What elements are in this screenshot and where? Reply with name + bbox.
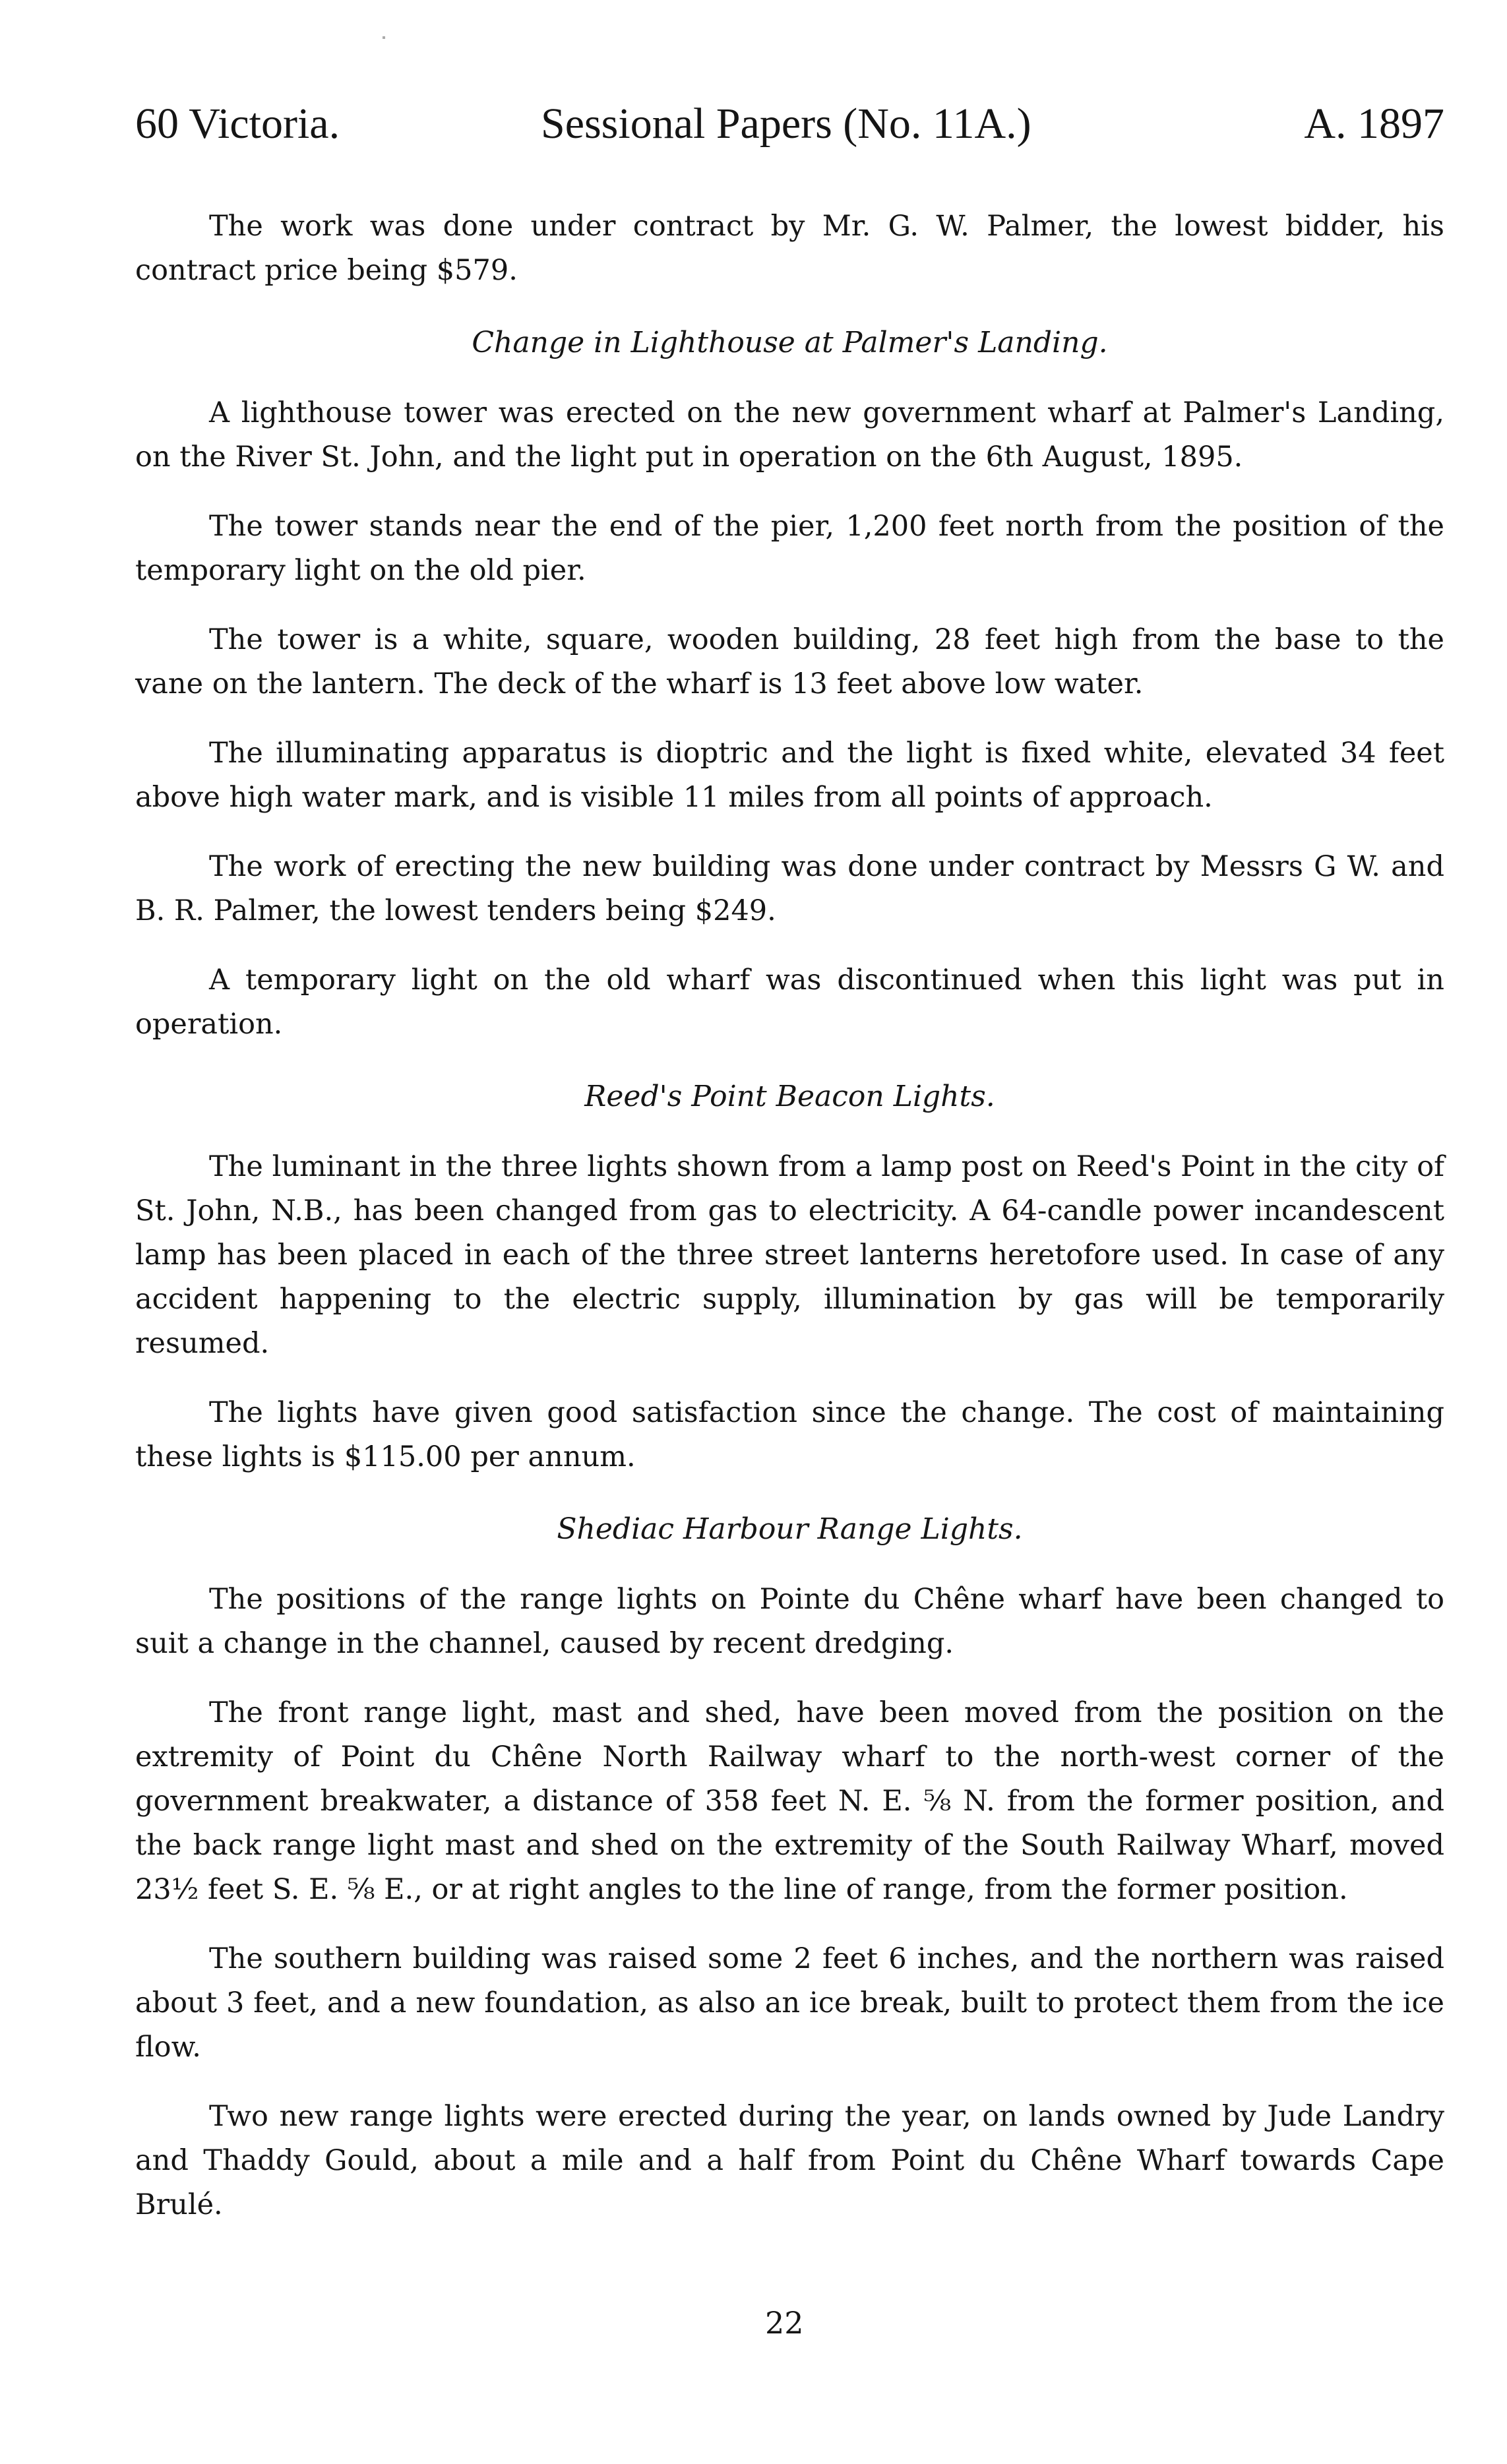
header-volume: 60 Victoria. bbox=[135, 100, 340, 148]
document-body bbox=[135, 204, 1444, 2252]
paragraph: The illuminating apparatus is dioptric and the light is fixed white, elevated 34 feet above high water mark, and is visible 11 miles from all points of approach. bbox=[135, 737, 1444, 814]
paragraph: A temporary light on the old wharf was discontinued when this light was put in operation. bbox=[135, 964, 1444, 1041]
paragraph: The lights have given good satisfaction since the change. The cost of maintaining these lights is $115.00 per annum. bbox=[135, 1396, 1444, 1473]
paragraph: The front range light, mast and shed, have been moved from the position on the extremity of Point du Chêne North Railway wharf to the north-west corner of the government breakwater, a distance of 358 feet N. E. ⅝ N. from the former position, and the back range light mast and shed on the extremity of the South Railway Wharf, moved 23½ feet S. E. ⅝ E., or at right angles to the line of range, from the former position. bbox=[135, 1696, 1444, 1906]
paragraph: The tower stands near the end of the pier, 1,200 feet north from the position of the temporary light on the old pier. bbox=[135, 510, 1444, 587]
header-year: A. 1897 bbox=[1304, 100, 1444, 148]
paragraph: The positions of the range lights on Pointe du Chêne wharf have been changed to suit a change in the channel, caused by recent dredging. bbox=[135, 1583, 1444, 1660]
paragraph: The tower is a white, square, wooden building, 28 feet high from the base to the vane on the lantern. The deck of the wharf is 13 feet above low water. bbox=[135, 623, 1444, 700]
paragraph: The southern building was raised some 2 feet 6 inches, and the northern was raised about 3 feet, and a new foundation, as also an ice break, built to protect them from the ice flow. bbox=[135, 1942, 1444, 2064]
scan-speck bbox=[383, 36, 385, 39]
paragraph: The work was done under contract by Mr. G. W. Palmer, the lowest bidder, his contract price being $579. bbox=[135, 210, 1444, 287]
paragraph: A lighthouse tower was erected on the new government wharf at Palmer's Landing, on the River St. John, and the light put in operation on the 6th August, 1895. bbox=[135, 396, 1444, 474]
section-title: Shediac Harbour Range Lights. bbox=[557, 1512, 1023, 1546]
header-series: Sessional Papers (No. 11A.) bbox=[541, 100, 1031, 148]
section-title: Change in Lighthouse at Palmer's Landing. bbox=[472, 326, 1108, 359]
paragraph: The luminant in the three lights shown from a lamp post on Reed's Point in the city of St. John, N.B., has been changed from gas to electricity. A 64-candle power incandescent lamp has been placed in each of the three street lanterns heretofore used. In case of any accident happening to the electric supply, illumination by gas will be temporarily resumed. bbox=[135, 1150, 1444, 1360]
running-header bbox=[135, 99, 1444, 158]
section-title: Reed's Point Beacon Lights. bbox=[584, 1080, 995, 1113]
paragraph: Two new range lights were erected during the year, on lands owned by Jude Landry and Thaddy Gould, about a mile and a half from Point du Chêne Wharf towards Cape Brulé. bbox=[135, 2100, 1444, 2221]
paragraph: The work of erecting the new building was done under contract by Messrs G W. and B. R. Palmer, the lowest tenders being $249. bbox=[135, 850, 1444, 927]
page-number: 22 bbox=[765, 2305, 804, 2341]
